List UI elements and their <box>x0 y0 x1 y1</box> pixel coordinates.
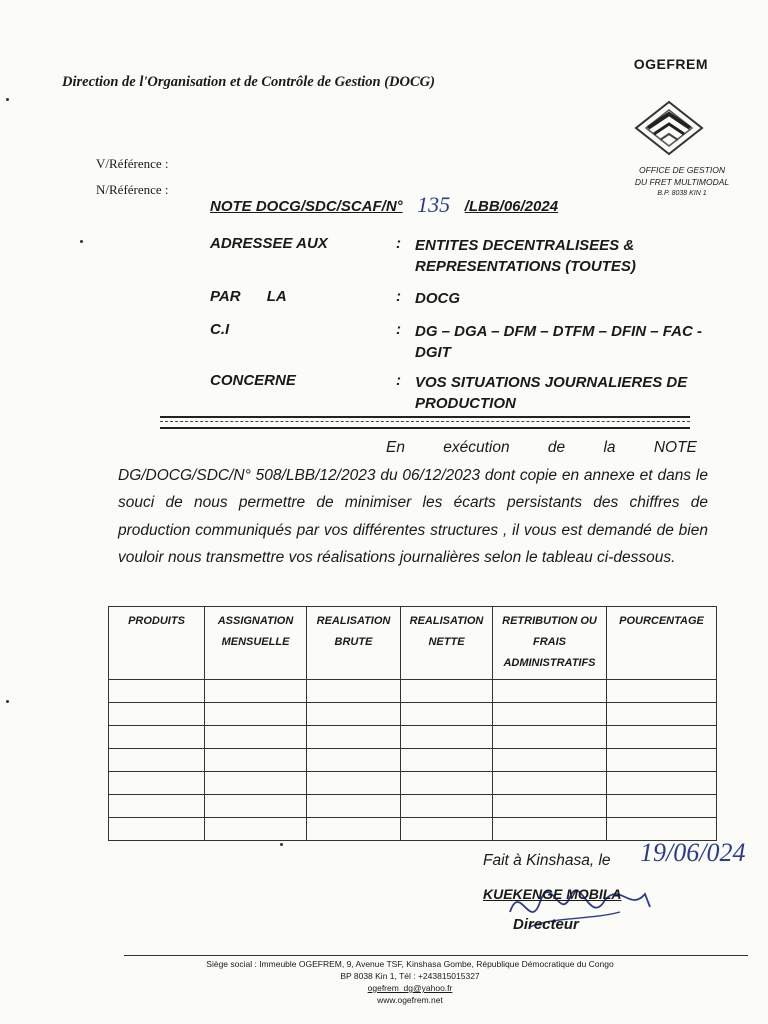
double-divider <box>160 416 690 429</box>
field-value-par-la: DOCG <box>415 290 460 307</box>
table-cell <box>307 772 401 795</box>
table-cell <box>607 772 717 795</box>
body-text: DG/DOCG/SDC/N° 508/LBB/12/2023 du 06/12/2023 dont copie en annexe et dans le souci de nous permettre de minimiser les écarts persistants des chiffres de production communiqués par vos différentes structures , il vous est demandé de bien vouloir nous transmettre vos réalisations journalières selon le tableau ci-dessous. <box>118 466 708 566</box>
table-header-row <box>109 607 717 680</box>
office-line-2: DU FRET MULTIMODAL <box>634 177 730 187</box>
table-cell <box>307 703 401 726</box>
table-cell <box>401 749 493 772</box>
footer-rule <box>124 955 748 956</box>
table-cell <box>307 680 401 703</box>
table-row <box>109 818 717 841</box>
table-row <box>109 680 717 703</box>
table-cell <box>607 795 717 818</box>
table-cell <box>493 703 607 726</box>
field-label-par-la: PAR LA <box>210 288 287 305</box>
body-first-line: En exécution de la NOTE <box>386 439 697 456</box>
table-cell <box>401 772 493 795</box>
office-line-1: OFFICE DE GESTION <box>639 165 725 175</box>
field-label-adressee: ADRESSEE AUX <box>210 235 328 252</box>
table-cell <box>401 703 493 726</box>
table-cell <box>493 772 607 795</box>
scan-speck <box>6 700 9 703</box>
field-value-ci: DG – DGA – DFM – DTFM – DFIN – FAC - DGIT <box>415 323 702 361</box>
office-caption <box>612 164 752 200</box>
body-paragraph <box>118 434 708 572</box>
table-cell <box>493 818 607 841</box>
note-reference-line <box>210 192 559 218</box>
table-cell <box>307 818 401 841</box>
footer-website[interactable]: www.ogefrem.net <box>377 995 443 1005</box>
direction-heading: Direction de l'Organisation et de Contrôle de Gestion (DOCG) <box>62 74 435 90</box>
table-cell <box>401 795 493 818</box>
field-colon: : <box>396 372 401 389</box>
field-colon: : <box>396 321 401 338</box>
table-cell <box>109 795 205 818</box>
table-cell <box>493 749 607 772</box>
footer-email[interactable]: ogefrem_dg@yahoo.fr <box>367 983 453 993</box>
table-cell <box>205 818 307 841</box>
note-prefix: NOTE DOCG/SDC/SCAF/N° <box>210 198 403 215</box>
table-cell <box>401 726 493 749</box>
table-cell <box>109 703 205 726</box>
field-value-adressee: ENTITES DECENTRALISEES & REPRESENTATIONS (TOUTES) <box>415 237 636 275</box>
table-cell <box>109 749 205 772</box>
table-cell <box>493 726 607 749</box>
company-name: OGEFREM <box>633 56 708 72</box>
table-header-cell: REALISATION BRUTE <box>307 607 401 680</box>
table-cell <box>493 795 607 818</box>
table-cell <box>109 772 205 795</box>
table-cell <box>205 772 307 795</box>
table-row <box>109 795 717 818</box>
table-header-cell: RETRIBUTION OU FRAIS ADMINISTRATIFS <box>493 607 607 680</box>
signatory-name: KUEKENGE MOBILA <box>483 886 622 902</box>
v-reference: V/Référence : <box>96 156 169 171</box>
footer <box>160 958 660 1006</box>
table-cell <box>607 703 717 726</box>
table-cell <box>109 680 205 703</box>
table-cell <box>109 726 205 749</box>
table-cell <box>607 726 717 749</box>
table-row <box>109 749 717 772</box>
table-cell <box>205 726 307 749</box>
place-date-label: Fait à Kinshasa, le <box>483 852 611 869</box>
table-header-cell: REALISATION NETTE <box>401 607 493 680</box>
scan-speck <box>6 98 9 101</box>
table-body <box>109 680 717 841</box>
table-header-cell: POURCENTAGE <box>607 607 717 680</box>
note-handwritten-number: 135 <box>417 192 451 217</box>
handwritten-signature <box>470 872 680 952</box>
table-cell <box>401 818 493 841</box>
table-header-cell: PRODUITS <box>109 607 205 680</box>
field-label-concerne: CONCERNE <box>210 372 296 389</box>
table-cell <box>109 818 205 841</box>
table-cell <box>205 680 307 703</box>
field-value-concerne: VOS SITUATIONS JOURNALIERES DE PRODUCTION <box>415 374 688 412</box>
table-row <box>109 726 717 749</box>
footer-address: Siège social : Immeuble OGEFREM, 9, Avenue TSF, Kinshasa Gombe, République Démocratique du Congo <box>206 959 614 969</box>
table-cell <box>205 749 307 772</box>
table-cell <box>493 680 607 703</box>
footer-phone: BP 8038 Kin 1, Tél : +243815015327 <box>340 971 480 981</box>
handwritten-date: 19/06/024 <box>640 838 746 867</box>
signatory-title: Directeur <box>513 916 579 933</box>
table-cell <box>205 703 307 726</box>
table-cell <box>307 795 401 818</box>
n-reference: N/Référence : <box>96 182 169 197</box>
table-row <box>109 703 717 726</box>
scan-speck <box>280 843 283 846</box>
office-bp: B.P. 8038 KIN 1 <box>657 190 707 197</box>
scan-speck <box>80 240 83 243</box>
table-cell <box>307 749 401 772</box>
production-table <box>108 606 717 841</box>
note-suffix: /LBB/06/2024 <box>464 198 559 215</box>
table-cell <box>607 749 717 772</box>
table-cell <box>401 680 493 703</box>
field-colon: : <box>396 235 401 252</box>
table-cell <box>307 726 401 749</box>
table-cell <box>205 795 307 818</box>
table-cell <box>607 680 717 703</box>
table-row <box>109 772 717 795</box>
table-header-cell: ASSIGNATION MENSUELLE <box>205 607 307 680</box>
ogefrem-logo-icon <box>634 100 704 156</box>
field-colon: : <box>396 288 401 305</box>
field-label-ci: C.I <box>210 321 230 338</box>
